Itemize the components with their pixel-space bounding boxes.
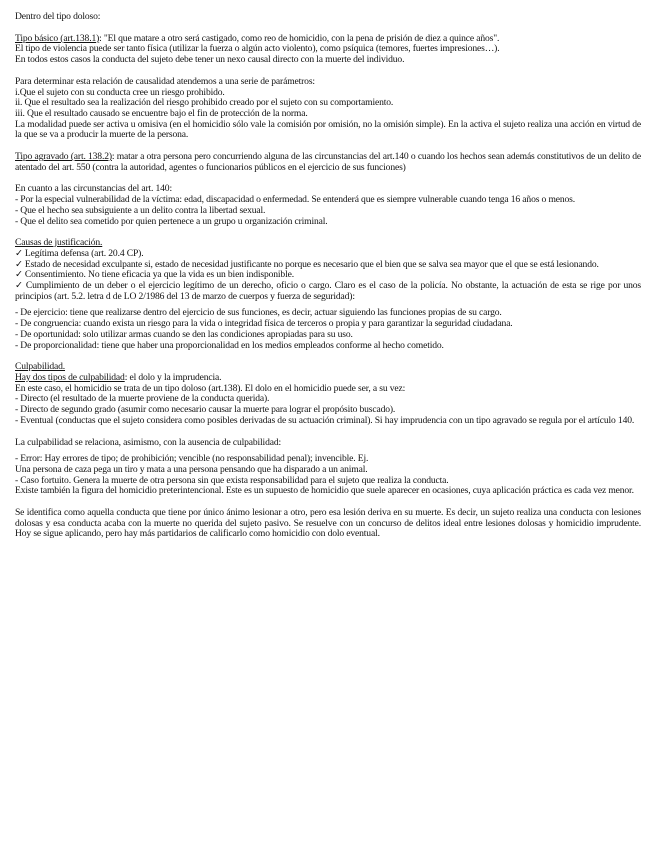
justificacion-heading: Causas de justificación. [15,237,103,249]
dolo-eventual: - Eventual (conductas que el sujeto considera como posibles derivadas de su actuación criminal). Si hay imprudencia con un tipo agravado se regula por el artículo 140. [15,414,635,426]
tipo-agravado-label: Tipo agravado (art. 138.2) [15,151,112,163]
ausencia-error: - Error: Hay errores de tipo; de prohibición; vencible (no responsabilidad penal); invencible. Ej. [15,453,369,465]
section-title: Dentro del tipo doloso: [15,11,101,22]
tipo-basico-text: : "El que matare a otro será castigado, como reo de homicidio, con la pena de prisión de diez a quince años". [99,32,500,44]
circunstancia-item-2: - Que el hecho sea subsiguiente a un delito contra la libertad sexual. [15,204,266,216]
principio-proporcionalidad: - De proporcionalidad: tiene que haber una proporcionalidad en los medios empleados conforme al hecho cometido. [15,339,444,351]
culpabilidad-tipos-rest: : el dolo y la imprudencia. [124,371,222,383]
culpabilidad-heading: Culpabilidad. [15,361,66,373]
justificacion-check-4: ✓ Cumplimiento de un deber o el ejercicio legítimo de un derecho, oficio o cargo. Claro es el caso de la policía. No obstante, la actuación de esta se rige por unos principios (art. 5.2. letra d de LO 2/1986 del 13 de marzo de cuerpos y fuerza de seguridad): [15,281,641,302]
causalidad-item-2: ii. Que el resultado sea la realización del riesgo prohibido creado por el sujeto con su comportamiento. [15,97,394,109]
principio-congruencia: - De congruencia: cuando exista un riesgo para la vida o integridad física de terceros o propia y para garantizar la seguridad ciudadana. [15,318,513,330]
conclusion-paragraph: Se identifica como aquella conducta que tiene por único ánimo lesionar a otro, pero esa lesión deriva en su muerte. Es decir, un sujeto realiza una conducta con lesiones dolosas y esa conducta acaba con la muerte no querida del sujeto pasivo. Se resuelve con un concurso de delitos ideal entre lesiones dolosas y homicidio imprudente. Hoy se sigue aplicando, pero hay más partidarios de calificarlo como homicidio con dolo eventual. [15,507,641,540]
justificacion-check-1: ✓ Legítima defensa (art. 20.4 CP). [15,249,641,260]
culpabilidad-intro: En este caso, el homicidio se trata de un tipo doloso (art.138). El dolo en el homicidio puede ser, a su vez: [15,382,406,394]
principio-ejercicio: - De ejercicio: tiene que realizarse dentro del ejercicio de sus funciones, es decir, actuar siguiendo las funciones propias de su cargo. [15,307,502,319]
circunstancias-intro: En cuanto a las circunstancias del art. 140: [15,183,172,195]
causalidad-intro: Para determinar esta relación de causalidad atendemos a una serie de parámetros: [15,75,315,87]
dolo-directo: - Directo (el resultado de la muerte proviene de la conducta querida). [15,393,270,405]
justificacion-check-2: ✓ Estado de necesidad exculpante si, estado de necesidad justificante no porque es necesario que el bien que se salva sea mayor que el que se está lesionando. [15,260,641,271]
ausencia-preterintencional: Existe también la figura del homicidio preterintencional. Este es un supuesto de homicidio que suele aparecer en ocasiones, cuya aplicación práctica es cada vez menor. [15,485,634,497]
tipo-agravado-paragraph [15,152,641,173]
culpabilidad-tipos-label: Hay dos tipos de culpabilidad [15,371,125,383]
ausencia-ejemplo: Una persona de caza pega un tiro y mata a una persona pensando que ha disparado a un animal. [15,463,368,475]
tipo-agravado-text: : matar a otra persona pero concurriendo alguna de las circunstancias del art.140 o cuando los hechos sean además constitutivos de un delito de atentado del art. 550 (contra la autoridad, agentes o funcionarios públicos en el ejercicio de sus funciones) [15,151,641,173]
causalidad-item-3: iii. Que el resultado causado se encuentre bajo el fin de protección de la norma. [15,107,308,119]
nexo-causal-paragraph: En todos estos casos la conducta del sujeto debe tener un nexo causal directo con la muerte del individuo. [15,54,405,66]
violencia-paragraph: El tipo de violencia puede ser tanto física (utilizar la fuerza o algún acto violento), como psíquica (temores, fuertes impresiones…). [15,43,500,55]
tipo-basico-label: Tipo básico (art.138.1) [15,32,100,44]
principio-oportunidad: - De oportunidad: solo utilizar armas cuando se den las condiciones apropiadas para su uso. [15,328,353,340]
ausencia-caso-fortuito: - Caso fortuito. Genera la muerte de otra persona sin que exista responsabilidad para el sujeto que realiza la conducta. [15,474,449,486]
modalidad-paragraph: La modalidad puede ser activa u omisiva (en el homicidio sólo vale la comisión por omisión, no la omisión simple). En la activa el sujeto realiza una acción en virtud de la que se va a producir la muerte de la persona. [15,118,641,141]
circunstancia-item-3: - Que el delito sea cometido por quien pertenece a un grupo u organización criminal. [15,215,328,227]
causalidad-item-1: i.Que el sujeto con su conducta cree un riesgo prohibido. [15,86,225,98]
justificacion-check-3: ✓ Consentimiento. No tiene eficacia ya que la vida es un bien indisponible. [15,270,641,281]
dolo-segundo-grado: - Directo de segundo grado (asumir como necesario causar la muerte para lograr el propósito buscado). [15,404,396,416]
circunstancia-item-1: - Por la especial vulnerabilidad de la víctima: edad, discapacidad o enfermedad. Se entenderá que es siempre vulnerable cuando tenga 16 años o menos. [15,194,575,206]
ausencia-intro: La culpabilidad se relaciona, asimismo, con la ausencia de culpabilidad: [15,436,281,448]
